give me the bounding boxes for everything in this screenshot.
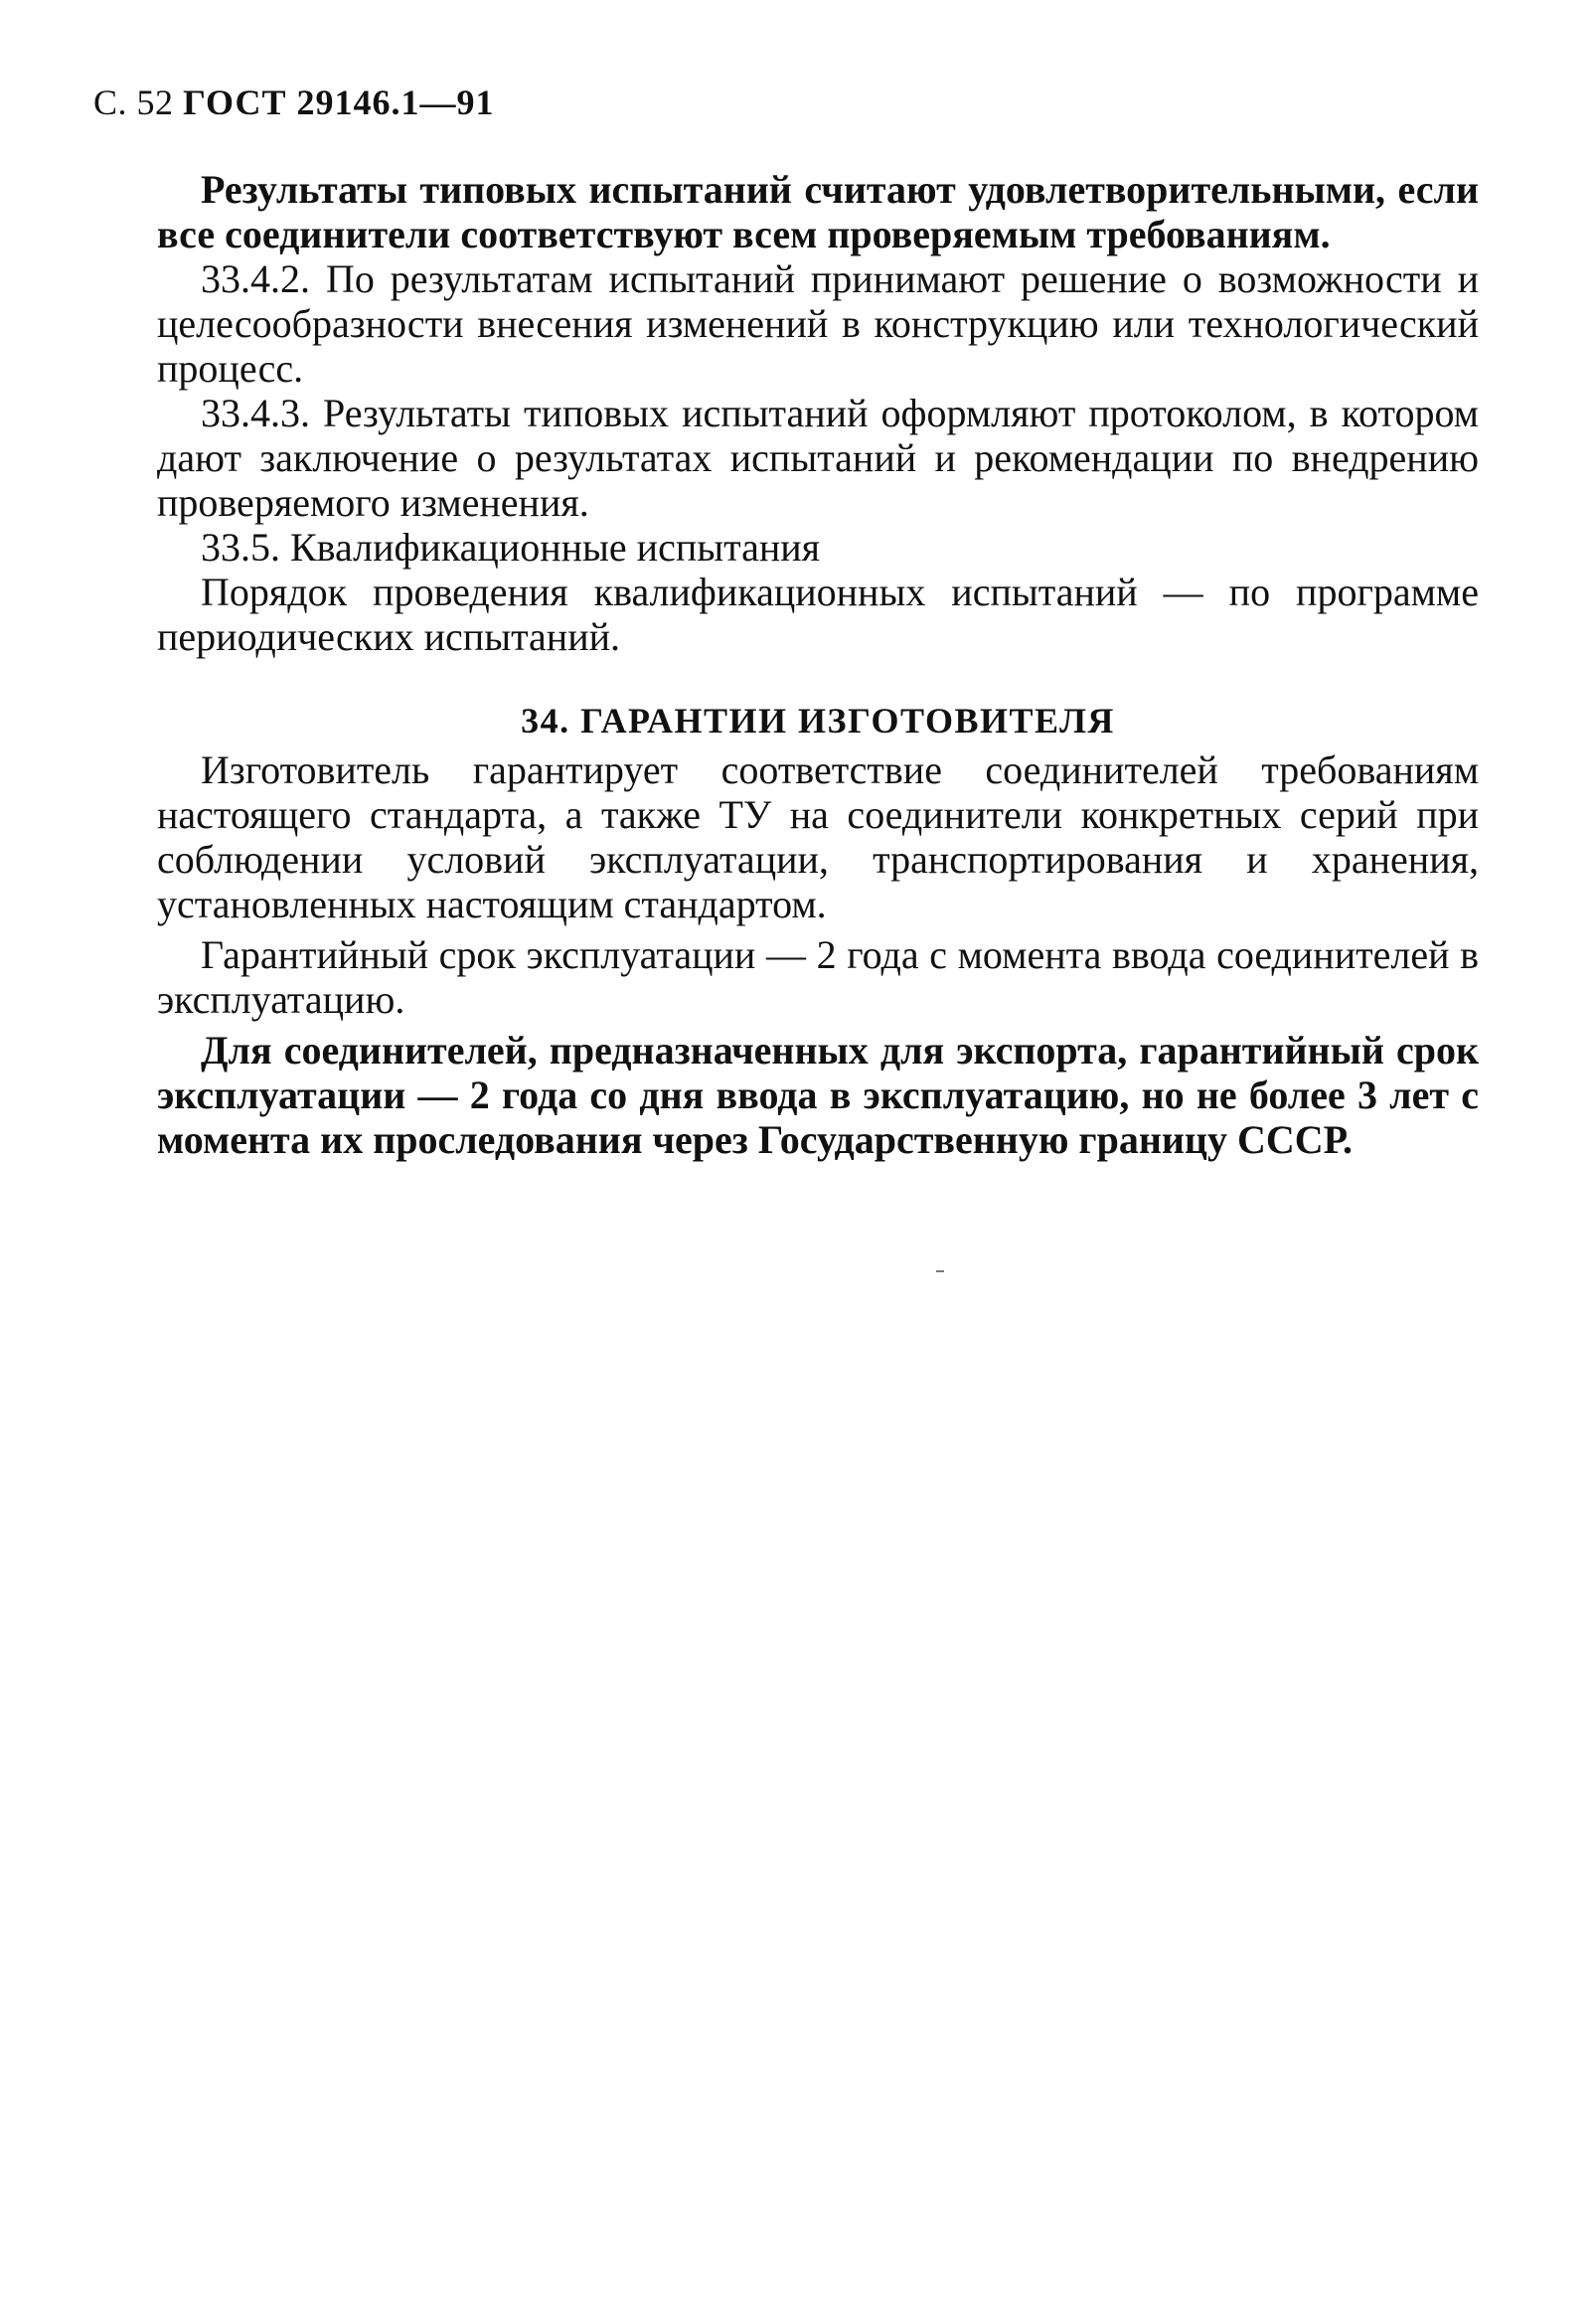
- standard-designation: ГОСТ 29146.1—91: [183, 83, 495, 122]
- paragraph-qualification-procedure: Порядок проведения квалификационных испытаний — по программе периодических испытаний.: [157, 570, 1479, 659]
- paragraph-33-4-3: 33.4.3. Результаты типовых испытаний оформляют протоколом, в котором дают заключение о результатах испытаний и рекомендации по внедрению проверяемого изменения.: [157, 391, 1479, 525]
- running-header: [93, 82, 494, 123]
- paragraph-33-5-title: 33.5. Квалификационные испытания: [201, 525, 821, 570]
- paragraph-export-warranty: Для соединителей, предназначенных для экспорта, гарантийный срок эксплуатации — 2 года со дня ввода в эксплуатацию, но не более 3 лет с момента их проследования через Государственную границу СССР.: [157, 1028, 1479, 1162]
- section-heading-34: 34. ГАРАНТИИ ИЗГОТОВИТЕЛЯ: [521, 701, 1115, 741]
- paragraph-manufacturer-guarantee: Изготовитель гарантирует соответствие соединителей требованиям настоящего стандарта, а также ТУ на соединители конкретных серий при соблюдении условий эксплуатации, транспортирования и хранения, установленных настоящим стандартом.: [157, 747, 1479, 926]
- page-number: С. 52: [93, 83, 174, 122]
- paragraph-type-test-results: Результаты типовых испытаний считают удовлетворительными, если все соединители соответствуют всем проверяемым требованиям.: [157, 167, 1479, 256]
- body-text: [157, 167, 1479, 1162]
- scan-speck: [936, 1270, 944, 1272]
- paragraph-warranty-period: Гарантийный срок эксплуатации — 2 года с момента ввода соединителей в эксплуатацию.: [157, 932, 1479, 1022]
- paragraph-33-4-2: 33.4.2. По результатам испытаний принимают решение о возможности и целесообразности внесения изменений в конструкцию или технологический процесс.: [157, 256, 1479, 391]
